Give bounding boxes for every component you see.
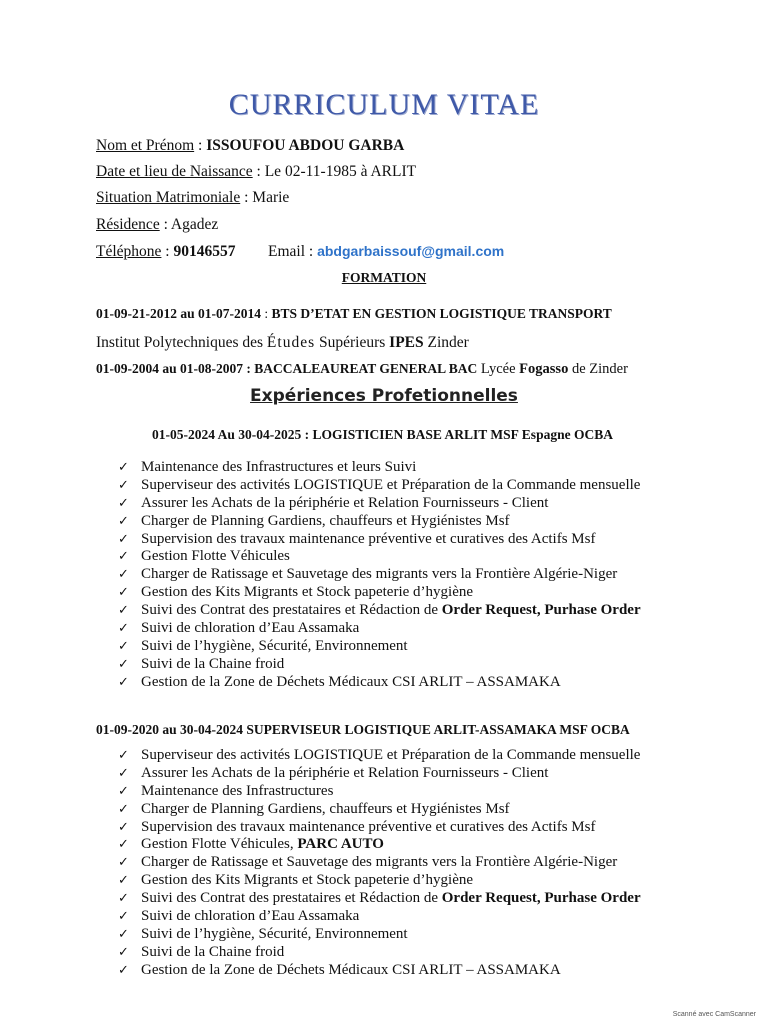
list-item: ✓ Assurer les Achats de la périphérie et Relation Fournisseurs - Client xyxy=(118,494,549,511)
bac-title: BACCALEAUREAT GENERAL BAC xyxy=(254,361,478,376)
list-item: ✓ Suivi des Contrat des prestataires et Rédaction de Order Request, Purhase Order xyxy=(118,602,641,619)
check-icon: ✓ xyxy=(118,891,129,907)
phone-value: 90146557 xyxy=(173,243,236,260)
check-icon: ✓ xyxy=(118,531,129,547)
list-item: ✓ Supervision des travaux maintenance préventive et curatives des Actifs Msf xyxy=(118,530,596,547)
list-item: ✓ Maintenance des Infrastructures et leurs Suivi xyxy=(118,459,417,475)
marital-value: Marie xyxy=(252,189,290,206)
check-icon: ✓ xyxy=(118,495,129,511)
bac-line: 01-09-2004 au 01-08-2007 : BACCALEAUREAT GENERAL BAC Lycée Fogasso de Zinder xyxy=(96,361,628,377)
job2-header: 01-09-2020 au 30-04-2024 SUPERVISEUR LOGISTIQUE ARLIT-ASSAMAKA MSF OCBA xyxy=(96,722,630,737)
check-icon: ✓ xyxy=(118,873,129,889)
check-icon: ✓ xyxy=(118,477,129,493)
check-icon: ✓ xyxy=(118,819,129,835)
list-item: ✓ Maintenance des Infrastructures xyxy=(118,782,334,799)
phone-label: Téléphone xyxy=(96,243,162,260)
marital-label: Situation Matrimoniale xyxy=(96,189,241,206)
residence-label: Résidence xyxy=(96,216,160,233)
list-item: ✓ Suivi de l’hygiène, Sécurité, Environnement xyxy=(118,637,408,654)
list-item: ✓ Supervision des travaux maintenance préventive et curatives des Actifs Msf xyxy=(118,818,596,835)
residence-line: Résidence : Agadez xyxy=(96,216,219,233)
institute-word: Études xyxy=(266,334,316,351)
formation-heading: FORMATION xyxy=(341,270,427,285)
check-icon: ✓ xyxy=(118,621,129,637)
list-item: ✓ Suivi des Contrat des prestataires et Rédaction de Order Request, Purhase Order xyxy=(118,890,641,907)
check-icon: ✓ xyxy=(118,837,129,853)
list-item: ✓ Suivi de la Chaine froid xyxy=(118,655,285,672)
bac-school-prefix: Lycée xyxy=(480,361,516,377)
birth-line: Date et lieu de Naissance : Le 02-11-1985 à ARLIT xyxy=(96,163,417,180)
list-item: ✓ Charger de Ratissage et Sauvetage des migrants vers la Frontière Algérie-Niger xyxy=(118,854,618,871)
check-icon: ✓ xyxy=(118,674,129,690)
list-item: ✓ Gestion de la Zone de Déchets Médicaux CSI ARLIT – ASSAMAKA xyxy=(118,961,561,978)
experience-heading: Expériences Profetionnelles xyxy=(250,386,518,406)
list-item: ✓ Suivi de l’hygiène, Sécurité, Environnement xyxy=(118,925,408,942)
list-item: ✓ Gestion des Kits Migrants et Stock papeterie d’hygiène xyxy=(118,584,474,601)
bac-school: Fogasso xyxy=(519,361,569,377)
check-icon: ✓ xyxy=(118,783,129,799)
bts-line: 01-09-21-2012 au 01-07-2014 : BTS D’ETAT EN GESTION LOGISTIQUE TRANSPORT xyxy=(96,306,612,321)
check-icon: ✓ xyxy=(118,801,129,817)
list-item: ✓ Suivi de chloration d’Eau Assamaka xyxy=(118,908,360,925)
name-line: Nom et Prénom : ISSOUFOU ABDOU GARBA xyxy=(96,137,405,154)
name-label: Nom et Prénom xyxy=(96,137,195,154)
check-icon: ✓ xyxy=(118,962,129,978)
email-label: Email xyxy=(268,243,306,260)
list-item: ✓ Charger de Planning Gardiens, chauffeurs et Hygiénistes Msf xyxy=(118,512,510,529)
list-item: ✓ Superviseur des activités LOGISTIQUE et Préparation de la Commande mensuelle xyxy=(118,747,641,763)
residence-value: Agadez xyxy=(170,216,219,233)
list-item: ✓ Superviseur des activités LOGISTIQUE et Préparation de la Commande mensuelle xyxy=(118,476,641,493)
birth-label: Date et lieu de Naissance xyxy=(96,163,253,180)
check-icon: ✓ xyxy=(118,638,129,654)
list-item: ✓ Suivi de chloration d’Eau Assamaka xyxy=(118,620,360,637)
check-icon: ✓ xyxy=(118,567,129,583)
check-icon: ✓ xyxy=(118,513,129,529)
check-icon: ✓ xyxy=(118,585,129,601)
list-item: ✓ Assurer les Achats de la périphérie et Relation Fournisseurs - Client xyxy=(118,764,549,781)
phone-line: Téléphone : 90146557 xyxy=(96,243,236,260)
scanner-footer: Scanné avec CamScanner xyxy=(672,1011,756,1018)
institute-text: Institut Polytechniques des xyxy=(96,334,264,351)
list-item: ✓ Gestion Flotte Véhicules, PARC AUTO xyxy=(118,836,384,853)
job2-task-list xyxy=(118,747,641,980)
check-icon: ✓ xyxy=(118,748,129,763)
list-item: ✓ Gestion de la Zone de Déchets Médicaux CSI ARLIT – ASSAMAKA xyxy=(118,673,561,690)
bac-city: de Zinder xyxy=(571,361,628,377)
job1-task-list xyxy=(118,459,641,692)
list-item: ✓ Suivi de la Chaine froid xyxy=(118,943,285,960)
institute-line xyxy=(96,334,469,352)
list-item: ✓ Charger de Planning Gardiens, chauffeurs et Hygiénistes Msf xyxy=(118,800,510,817)
list-item: ✓ Gestion des Kits Migrants et Stock papeterie d’hygiène xyxy=(118,872,474,889)
check-icon: ✓ xyxy=(118,656,129,672)
page-title: CURRICULUM VITAE xyxy=(228,88,540,121)
check-icon: ✓ xyxy=(118,944,129,960)
check-icon: ✓ xyxy=(118,460,129,475)
check-icon: ✓ xyxy=(118,603,129,619)
list-item: ✓ Gestion Flotte Véhicules xyxy=(118,548,290,565)
check-icon: ✓ xyxy=(118,765,129,781)
check-icon: ✓ xyxy=(118,909,129,925)
list-item: ✓ Charger de Ratissage et Sauvetage des migrants vers la Frontière Algérie-Niger xyxy=(118,566,618,583)
name-value: ISSOUFOU ABDOU GARBA xyxy=(206,137,405,154)
check-icon: ✓ xyxy=(118,926,129,942)
bts-dates: 01-09-21-2012 au 01-07-2014 xyxy=(96,306,261,321)
marital-line: Situation Matrimoniale : Marie xyxy=(96,189,290,206)
institute-abbr: IPES xyxy=(389,334,424,351)
check-icon: ✓ xyxy=(118,855,129,871)
institute-text2: Supérieurs xyxy=(318,334,386,351)
job1-header: 01-05-2024 Au 30-04-2025 : LOGISTICIEN BASE ARLIT MSF Espagne OCBA xyxy=(152,427,613,442)
email-line: Email : abdgarbaissouf@gmail.com xyxy=(268,243,505,260)
check-icon: ✓ xyxy=(118,549,129,565)
bts-title: BTS D’ETAT EN GESTION LOGISTIQUE TRANSPORT xyxy=(271,306,612,321)
institute-city: Zinder xyxy=(427,334,469,351)
birth-value: Le 02-11-1985 à ARLIT xyxy=(264,163,417,180)
bac-dates: 01-09-2004 au 01-08-2007 xyxy=(96,361,243,376)
email-link[interactable]: abdgarbaissouf@gmail.com xyxy=(317,243,505,259)
